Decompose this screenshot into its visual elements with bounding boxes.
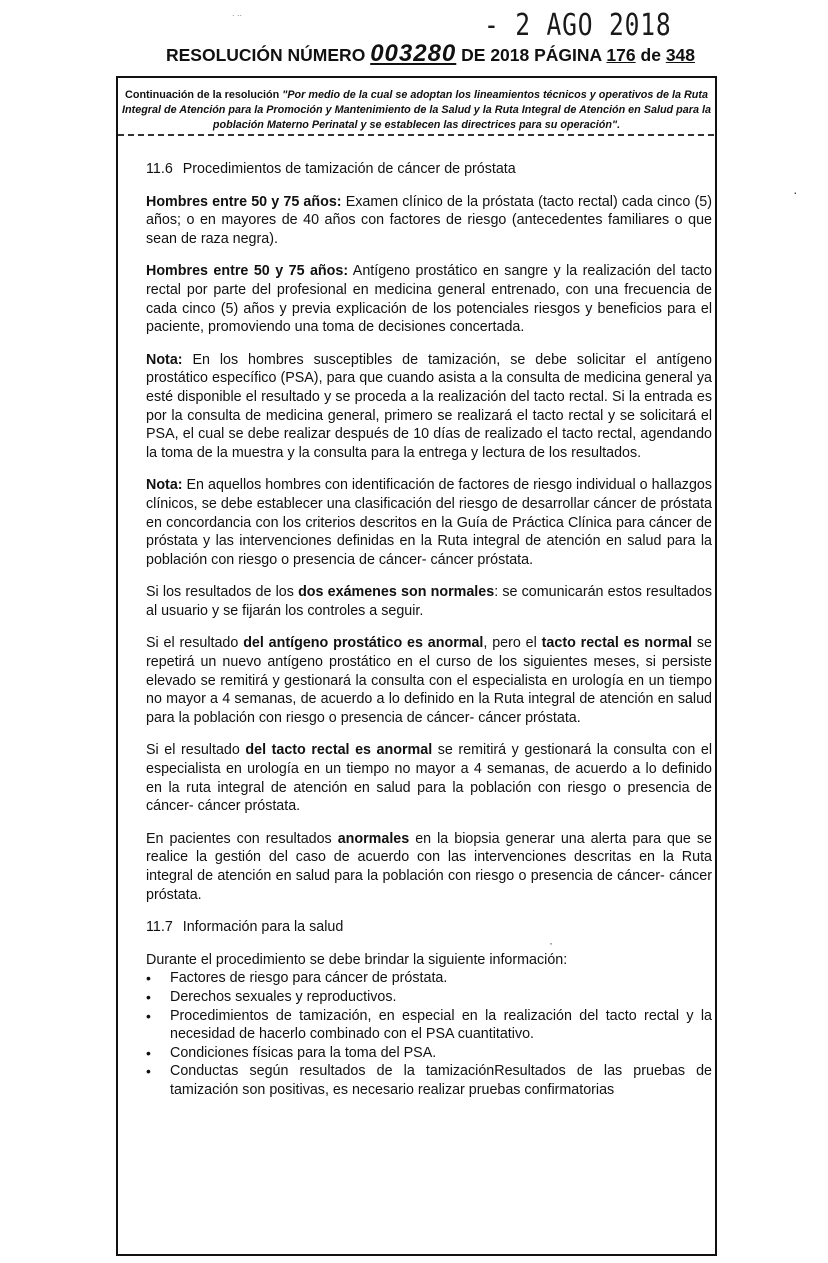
- dashed-divider: [118, 134, 714, 136]
- paragraph-4: [146, 476, 712, 569]
- list-item: • Factores de riesgo para cáncer de próstata.: [170, 969, 712, 988]
- section-number: 11.7: [146, 919, 173, 936]
- paragraph-2: [146, 262, 712, 336]
- scan-speck: ·: [549, 936, 553, 950]
- list-item: • Procedimientos de tamización, en especial en la realización del tacto rectal y la necesidad de hacerlo combinado con el PSA cuantitativo.: [170, 1007, 712, 1044]
- section-title: Procedimientos de tamización de cáncer de próstata: [182, 161, 516, 177]
- information-list: [146, 969, 712, 1099]
- page-total: 348: [665, 45, 696, 65]
- page-number: 176: [606, 45, 636, 65]
- paragraph-8-bold: anormales: [337, 830, 410, 847]
- header-middle: DE 2018 PÁGINA: [461, 45, 602, 65]
- paragraph-5-b: : se comunicarán estos resultados al usuario y se fijarán los controles a seguir.: [146, 584, 712, 619]
- paragraph-6-c: se repetirá un nuevo antígeno prostático en el curso de los siguientes meses, si persiste elevado se remitirá y gestionará la consulta con el especialista en urología en un tiempo no mayor a 4 semanas, de acuerdo a lo definido en la Ruta integral de atención en salud para la población con riesgo o presencia de cáncer- cáncer próstata.: [146, 635, 713, 726]
- paragraph-7-b: se remitirá y gestionará la consulta con el especialista en urología en un tiempo no mayor a 4 semanas, de acuerdo a lo definido en la ruta integral de atención en salud para la población con riesgo o presencia de cáncer- cáncer próstata.: [146, 742, 712, 815]
- paragraph-7-bold: del tacto rectal es anormal: [245, 742, 433, 759]
- section-heading-11-7: [146, 918, 712, 937]
- paragraph-4-text: En aquellos hombres con identificación de factores de riesgo individual o hallazgos clínicos, se debe establecer una clasificación del riesgo de desarrollar cáncer de próstata en concordancia con los criterios descritos en la Guía de Práctica Clínica para cáncer de próstata y las intervenciones definidas en la Ruta integral de atención en salud para la población con riesgo o presencia de cáncer- cáncer próstata.: [146, 477, 712, 568]
- paragraph-2-text: Antígeno prostático en sangre y la realización del tacto rectal por parte del profesional en medicina general entrenado, con una frecuencia de cada cinco (5) años y previa explicación de los potenciales riesgos y beneficios para el paciente, promoviendo una toma de decisiones concertada.: [146, 263, 712, 336]
- paragraph-5-bold: dos exámenes son normales: [298, 584, 495, 601]
- paragraph-6: [146, 634, 712, 727]
- list-item: • Conductas según resultados de la tamizaciónResultados de las pruebas de tamización son positivas, es necesario realizar pruebas confirmatorias: [170, 1062, 712, 1099]
- continuation-note: [120, 88, 713, 133]
- continuation-lead: Continuación de la resolución: [125, 89, 280, 101]
- scan-speck: ·: [793, 184, 798, 200]
- paragraph-3-lead: Nota:: [146, 351, 183, 368]
- paragraph-9: Durante el procedimiento se debe brindar la siguiente información:: [146, 951, 568, 968]
- paragraph-2-lead: Hombres entre 50 y 75 años:: [146, 263, 349, 280]
- paragraph-3-text: En los hombres susceptibles de tamización, se debe solicitar el antígeno prostático específico (PSA), para que cuando asista a la consulta de medicina general ya esté disponible el resultado y se proceda a la realización del tacto rectal. Si la entrada es por la consulta de medicina general, primero se realizará el tacto rectal y se solicitará el PSA, el cual se debe realizar después de 10 días de realizado el tacto rectal, agendando la toma de la muestra y la consulta para la entrega y lectura de los resultados.: [146, 351, 712, 461]
- paragraph-8: [146, 830, 712, 904]
- paragraph-5-a: Si los resultados de los: [146, 584, 299, 601]
- list-item: • Condiciones físicas para la toma del PSA.: [170, 1044, 712, 1063]
- paragraph-6-bold-1: del antígeno prostático es anormal: [243, 635, 484, 652]
- paragraph-7-a: Si el resultado: [146, 742, 246, 759]
- scan-speck: . ..: [232, 8, 243, 18]
- page-header: [166, 40, 696, 68]
- paragraph-6-bold-2: tacto rectal es normal: [541, 635, 693, 652]
- header-prefix: RESOLUCIÓN NÚMERO: [166, 45, 366, 65]
- list-item: • Derechos sexuales y reproductivos.: [170, 988, 712, 1007]
- paragraph-4-lead: Nota:: [146, 477, 183, 494]
- section-title: Información para la salud: [182, 919, 344, 936]
- paragraph-6-a: Si el resultado: [146, 635, 244, 652]
- paragraph-1-text: Examen clínico de la próstata (tacto rectal) cada cinco (5) años; o en mayores de 40 años con factores de riesgo (antecedentes familiares o que sean de raza negra).: [146, 193, 712, 247]
- continuation-text: "Por medio de la cual se adoptan los lineamientos técnicos y operativos de la Ruta Integral de Atención para la Promoción y Mantenimiento de la Salud y la Ruta Integral de Atención en Salud para la población Materno Perinatal y se establecen las directrices para su operación".: [122, 89, 711, 131]
- paragraph-1: [146, 193, 712, 249]
- paragraph-5: [146, 583, 712, 620]
- document-body: [146, 160, 712, 1100]
- date-stamp: - 2 AGO 2018: [484, 8, 672, 43]
- section-number: 11.6: [146, 161, 173, 177]
- paragraph-1-lead: Hombres entre 50 y 75 años:: [146, 193, 342, 210]
- resolution-number: 003280: [370, 40, 457, 67]
- paragraph-7: [146, 741, 712, 815]
- header-de: de: [640, 45, 661, 65]
- section-heading-11-6: [146, 160, 712, 179]
- paragraph-3: [146, 351, 712, 463]
- paragraph-6-b: , pero el: [483, 635, 542, 652]
- paragraph-8-b: en la biopsia generar una alerta para que se realice la gestión del caso de acuerdo con las intervenciones descritas en la Ruta integral de atención en salud para la población con riesgo o presencia de cáncer- cáncer próstata.: [146, 830, 712, 903]
- paragraph-8-a: En pacientes con resultados: [146, 830, 338, 847]
